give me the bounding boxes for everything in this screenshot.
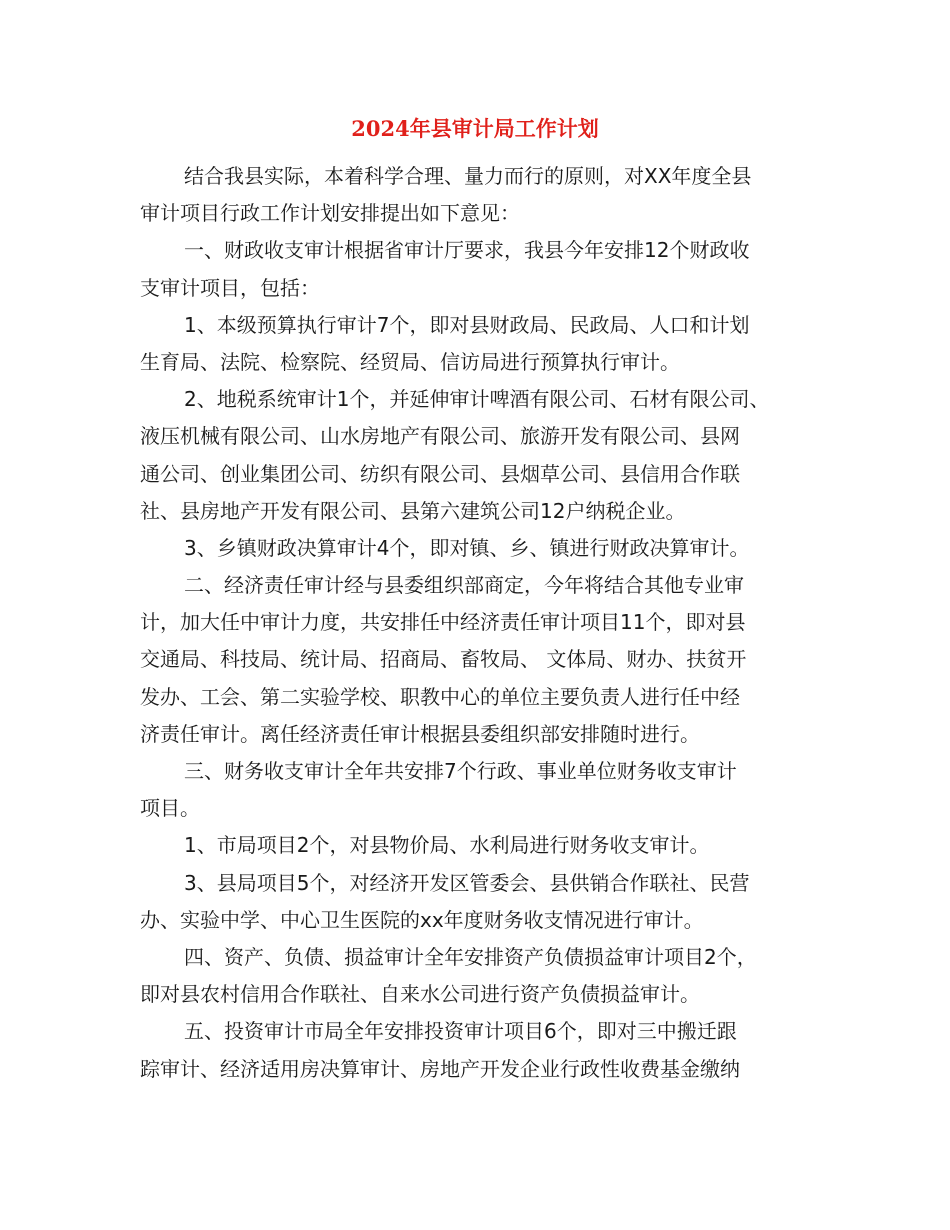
paragraph-line: 五、投资审计市局全年安排投资审计项目6个，即对三中搬迁跟 [184, 1019, 737, 1044]
paragraph-line: 办、实验中学、中心卫生医院的xx年度财务收支情况进行审计。 [140, 907, 704, 932]
paragraph-line: 生育局、法院、检察院、经贸局、信访局进行预算执行审计。 [140, 349, 680, 374]
paragraph-line: 二、经济责任审计经与县委组织部商定，今年将结合其他专业审 [184, 573, 744, 598]
paragraph-line: 项目。 [140, 796, 200, 821]
paragraph-line: 计，加大任中审计力度，共安排任中经济责任审计项目11个，即对县 [140, 610, 746, 635]
paragraph-line: 1、市局项目2个，对县物价局、水利局进行财务收支审计。 [184, 833, 710, 858]
paragraph-line: 通公司、创业集团公司、纺织有限公司、县烟草公司、县信用合作联 [140, 461, 740, 486]
paragraph-line: 结合我县实际，本着科学合理、量力而行的原则，对XX年度全县 [184, 164, 752, 188]
paragraph-line: 3、乡镇财政决算审计4个，即对镇、乡、镇进行财政决算审计。 [184, 535, 750, 560]
paragraph-line: 即对县农村信用合作联社、自来水公司进行资产负债损益审计。 [140, 982, 700, 1007]
paragraph-line: 踪审计、经济适用房决算审计、房地产开发企业行政性收费基金缴纳 [140, 1056, 740, 1081]
paragraph-line: 四、资产、负债、损益审计全年安排资产负债损益审计项目2个， [184, 944, 757, 969]
paragraph-line: 2、地税系统审计1个，并延伸审计啤酒有限公司、石材有限公司、 [184, 387, 770, 412]
paragraph-line: 三、财务收支审计全年共安排7个行政、事业单位财务收支审计 [184, 759, 737, 783]
paragraph-line: 社、县房地产开发有限公司、县第六建筑公司12户纳税企业。 [140, 498, 686, 523]
paragraph-line: 发办、工会、第二实验学校、职教中心的单位主要负责人进行任中经 [140, 684, 740, 709]
paragraph-line: 审计项目行政工作计划安排提出如下意见： [140, 201, 520, 226]
paragraph-line: 3、县局项目5个，对经济开发区管委会、县供销合作联社、民营 [184, 870, 750, 895]
document-title: 2024年县审计局工作计划 [351, 116, 599, 141]
paragraph-line: 液压机械有限公司、山水房地产有限公司、旅游开发有限公司、县网 [140, 424, 740, 449]
paragraph-line: 支审计项目，包括： [140, 275, 320, 300]
paragraph-line: 交通局、科技局、统计局、招商局、畜牧局、 文体局、财办、扶贫开 [140, 647, 747, 672]
paragraph-line: 一、财政收支审计根据省审计厅要求，我县今年安排12个财政收 [184, 238, 750, 263]
document-body [140, 158, 830, 1088]
paragraph-line: 1、本级预算执行审计7个，即对县财政局、民政局、人口和计划 [184, 312, 750, 337]
paragraph-line: 济责任审计。离任经济责任审计根据县委组织部安排随时进行。 [140, 721, 700, 746]
